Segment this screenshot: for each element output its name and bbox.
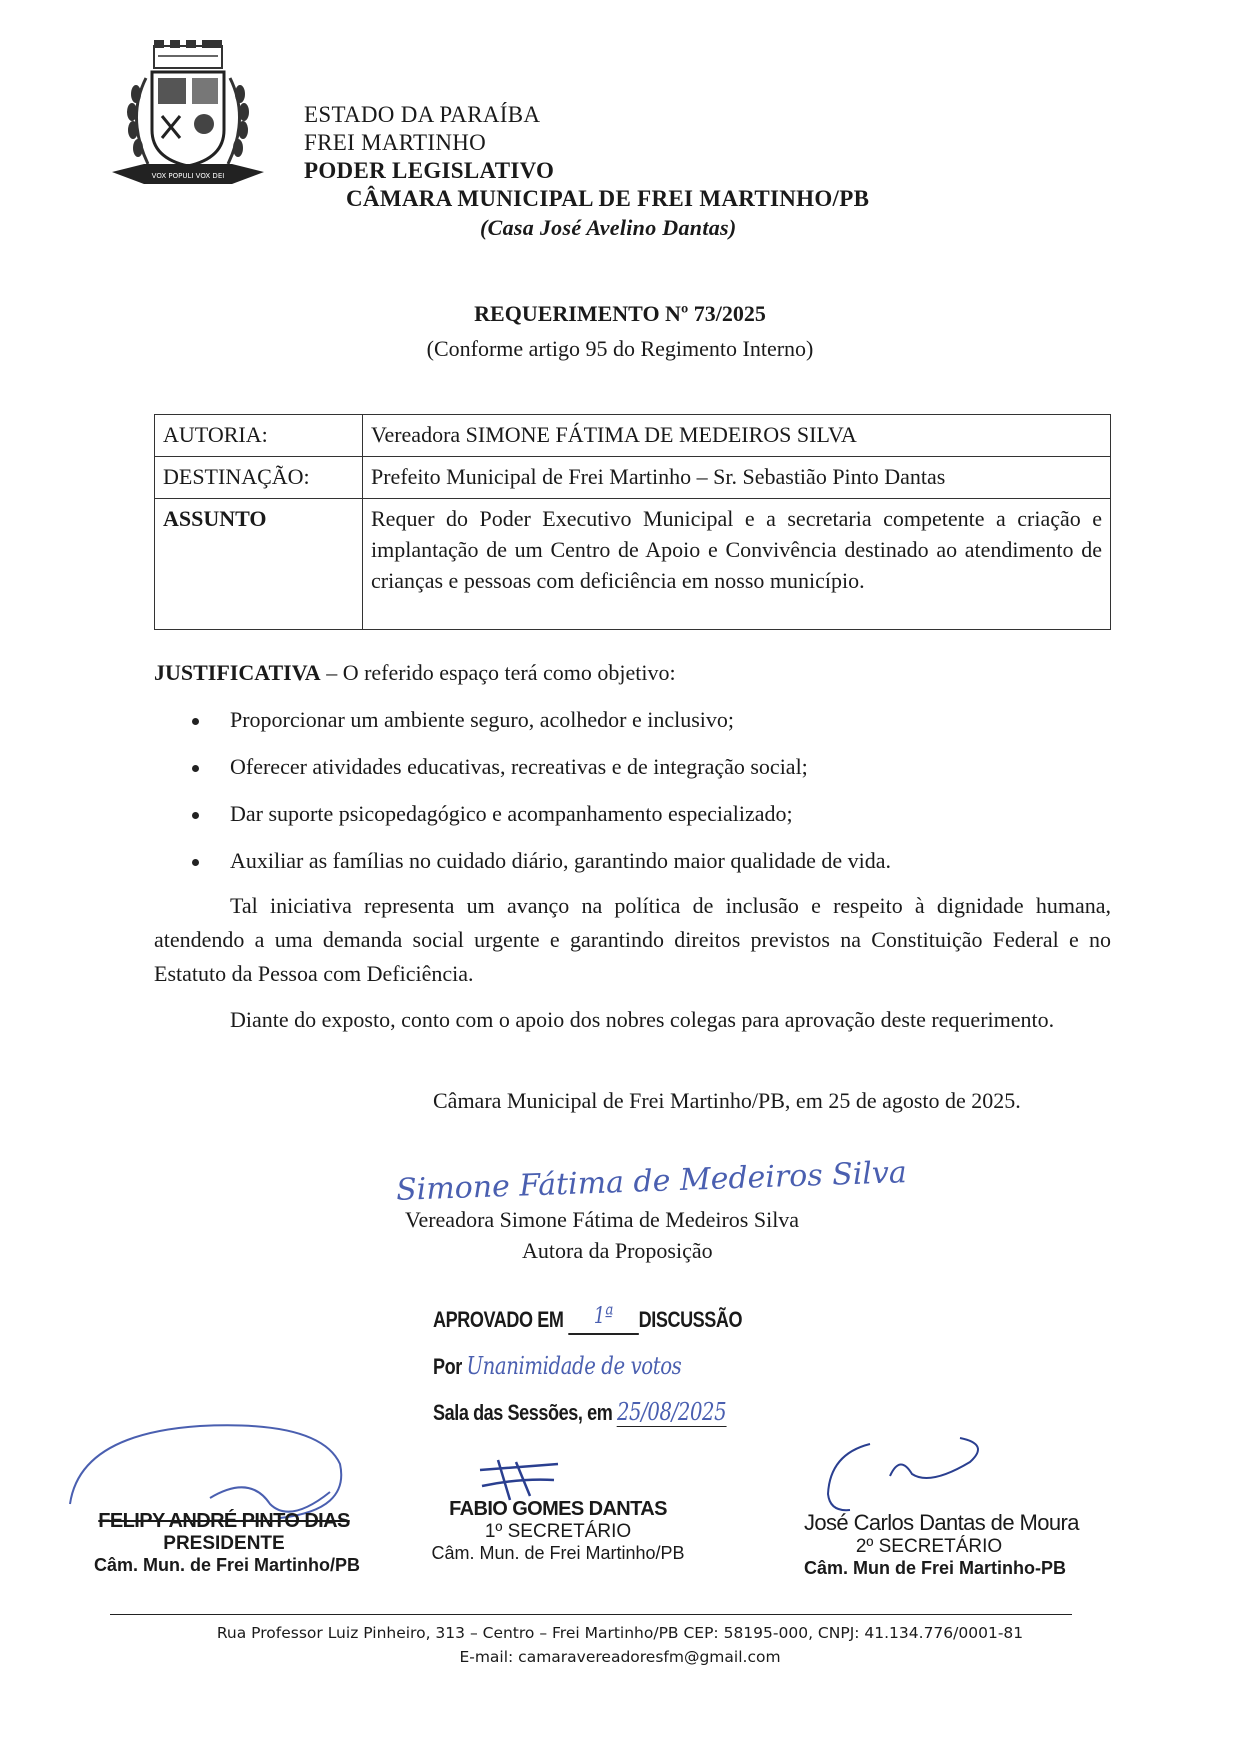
header-city: FREI MARTINHO bbox=[304, 130, 487, 155]
footer-email: E-mail: camaravereadoresfm@gmail.com bbox=[459, 1648, 781, 1666]
author-name: Vereadora Simone Fátima de Medeiros Silva bbox=[405, 1207, 800, 1232]
signatory-org: Câm. Mun. de Frei Martinho/PB bbox=[94, 1555, 361, 1575]
justification-paragraph-1: Tal iniciativa representa um avanço na política de inclusão e respeito à dignidade humana, atendendo a uma demanda social urgente e garantindo direitos previstos na Constituição Federal e no Estatuto da Pessoa com Deficiência. bbox=[154, 893, 1111, 986]
author-handwritten-signature: Simone Fátima de Medeiros Silva bbox=[395, 1155, 908, 1208]
bullet-icon bbox=[192, 718, 199, 725]
second-secretary-signature-scribble bbox=[820, 1424, 990, 1514]
approved-discussion-value: 1ª bbox=[593, 1304, 613, 1329]
signatory-role: 2º SECRETÁRIO bbox=[855, 1536, 1003, 1557]
signatory-org: Câm. Mun. de Frei Martinho/PB bbox=[431, 1543, 685, 1563]
signatory-name: José Carlos Dantas de Moura bbox=[804, 1510, 1079, 1535]
approval-session-date: 25/08/2025 bbox=[616, 1398, 727, 1426]
date-line: Câmara Municipal de Frei Martinho/PB, em 25 de agosto de 2025. bbox=[433, 1088, 1021, 1113]
signatory-first-secretary bbox=[428, 1498, 688, 1564]
document-title: REQUERIMENTO Nº 73/2025 bbox=[474, 301, 766, 326]
bullet-icon bbox=[192, 812, 199, 819]
signatory-org: Câm. Mun de Frei Martinho-PB bbox=[804, 1558, 1067, 1578]
svg-text:VOX POPULI VOX DEI: VOX POPULI VOX DEI bbox=[151, 172, 225, 180]
info-table bbox=[154, 414, 1111, 630]
signatory-name: FELIPY ANDRÉ PINTO DIAS bbox=[98, 1510, 350, 1532]
president-signature-scribble bbox=[60, 1414, 360, 1524]
header-power: PODER LEGISLATIVO bbox=[304, 158, 555, 183]
header-house-name: (Casa José Avelino Dantas) bbox=[480, 215, 737, 240]
signatory-second-secretary bbox=[804, 1510, 1079, 1579]
bullet-icon bbox=[192, 765, 199, 772]
justification-intro-text: – O referido espaço terá como objetivo: bbox=[320, 660, 676, 685]
signatory-president bbox=[94, 1510, 361, 1576]
table-value: Requer do Poder Executivo Municipal e a secretaria competente a criação e implantação de um Centro de Apoio e Convivência destinado ao atendimento de crianças e pessoas com deficiência em nosso município. bbox=[363, 499, 1111, 630]
table-row bbox=[155, 499, 1111, 630]
document-subtitle: (Conforme artigo 95 do Regimento Interno) bbox=[426, 336, 814, 361]
header-chamber: CÂMARA MUNICIPAL DE FREI MARTINHO/PB bbox=[346, 186, 870, 211]
justification-label: JUSTIFICATIVA bbox=[154, 660, 321, 685]
approval-vote-value: Unanimidade de votos bbox=[466, 1352, 682, 1380]
list-item: Auxiliar as famílias no cuidado diário, garantindo maior qualidade de vida. bbox=[154, 844, 891, 891]
footer-divider bbox=[110, 1614, 1072, 1615]
header-state: ESTADO DA PARAÍBA bbox=[304, 102, 541, 127]
objectives-list bbox=[154, 703, 891, 891]
approval-stamp-line1: APROVADO EM 1ª DISCUSSÃO bbox=[433, 1307, 742, 1335]
footer-address: Rua Professor Luiz Pinheiro, 313 – Centro – Frei Martinho/PB CEP: 58195-000, CNPJ: 41.134.776/0001-81 bbox=[216, 1624, 1024, 1642]
approval-stamp-line2: Por Unanimidade de votos bbox=[433, 1352, 682, 1380]
table-value: Vereadora SIMONE FÁTIMA DE MEDEIROS SILVA bbox=[363, 415, 1111, 457]
list-item: Dar suporte psicopedagógico e acompanhamento especializado; bbox=[154, 797, 891, 844]
table-row bbox=[155, 457, 1111, 499]
signatory-name: FABIO GOMES DANTAS bbox=[449, 1498, 667, 1520]
list-item: Oferecer atividades educativas, recreativas e de integração social; bbox=[154, 750, 891, 797]
signatory-role: 1º SECRETÁRIO bbox=[484, 1521, 632, 1542]
table-row bbox=[155, 415, 1111, 457]
table-label: DESTINAÇÃO: bbox=[155, 457, 363, 499]
approval-stamp-line3: Sala das Sessões, em 25/08/2025 bbox=[433, 1398, 727, 1426]
justification-intro bbox=[154, 656, 676, 690]
table-value: Prefeito Municipal de Frei Martinho – Sr. Sebastião Pinto Dantas bbox=[363, 457, 1111, 499]
table-label: AUTORIA: bbox=[155, 415, 363, 457]
municipal-coat-of-arms-icon bbox=[108, 38, 268, 198]
justification-paragraph-2: Diante do exposto, conto com o apoio dos nobres colegas para aprovação deste requerimento. bbox=[230, 1007, 1055, 1032]
bullet-icon bbox=[192, 859, 199, 866]
list-item: Proporcionar um ambiente seguro, acolhedor e inclusivo; bbox=[154, 703, 891, 750]
table-label: ASSUNTO bbox=[155, 499, 363, 630]
author-role: Autora da Proposição bbox=[522, 1238, 713, 1263]
signatory-role: PRESIDENTE bbox=[163, 1533, 285, 1554]
